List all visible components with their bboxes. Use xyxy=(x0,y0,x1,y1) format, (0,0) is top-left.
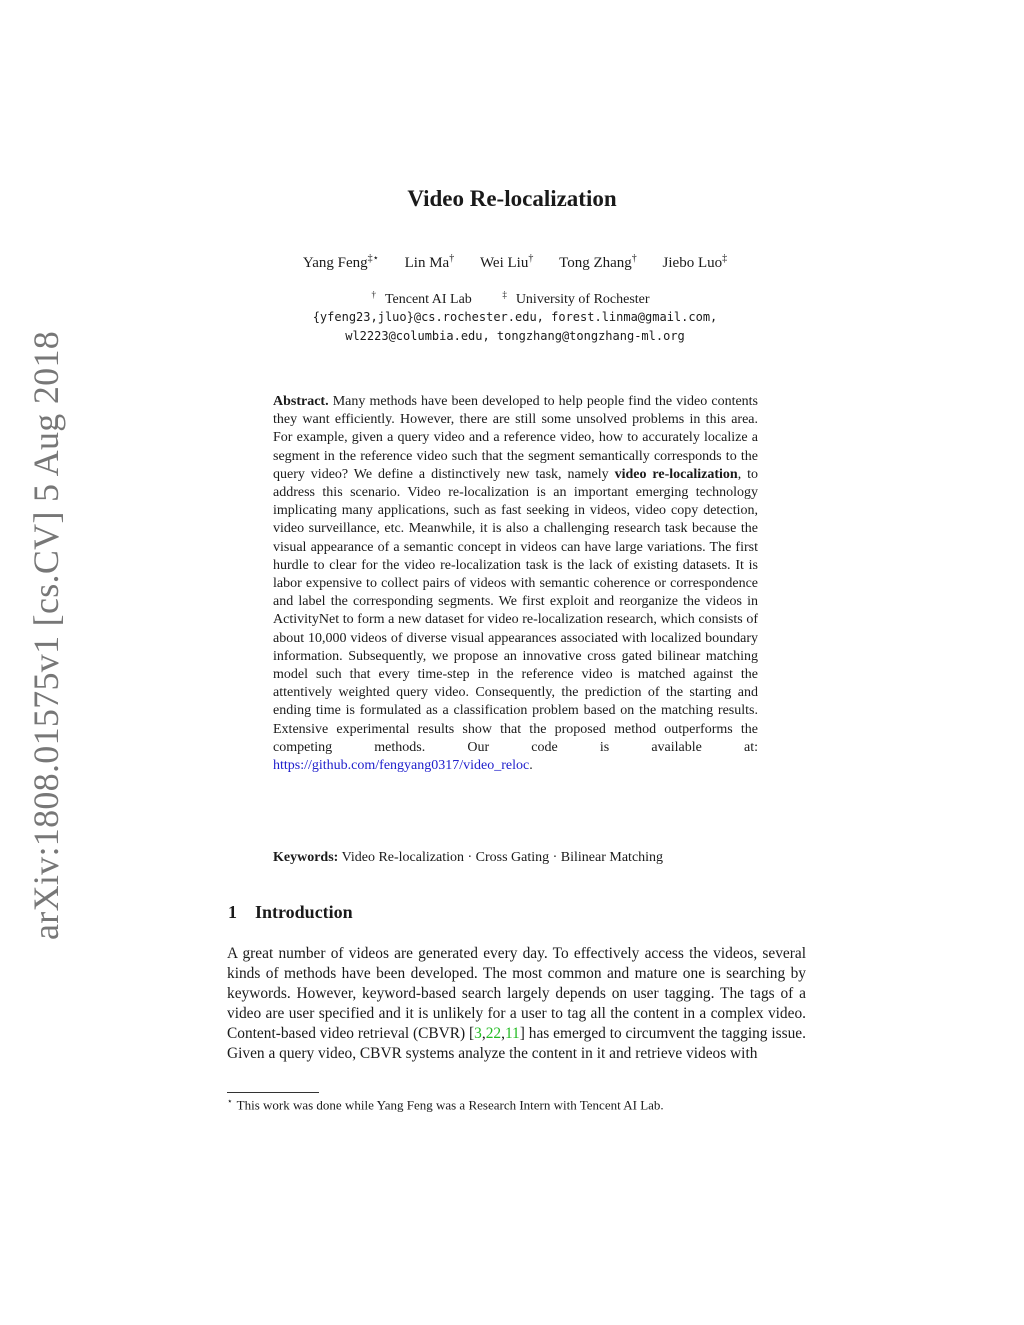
section-number: 1 xyxy=(228,902,237,922)
abstract-text: Many methods have been developed to help people find the video contents they want efficiently. However, there are still some unsolved problems in this area. For example, given a query video and a reference video, how to accurately localize a segment in the reference video such that the segment semantically corresponds to the query video? We define a distinctively new task, namely xyxy=(273,394,759,482)
footnote-text: This work was done while Yang Feng was a Research Intern with Tencent AI Lab. xyxy=(236,1097,664,1113)
author-mark: † xyxy=(449,253,455,264)
footnote-divider xyxy=(227,1092,319,1093)
affiliation-mark: ‡ xyxy=(502,289,507,299)
abstract-label: Abstract. xyxy=(273,394,329,409)
author-name: Lin Ma xyxy=(404,255,450,271)
citation-link[interactable]: 11 xyxy=(504,1025,520,1042)
citation-link[interactable]: 22 xyxy=(485,1025,502,1042)
affiliation xyxy=(502,289,658,307)
affiliation-list xyxy=(0,289,1024,308)
abstract-end: . xyxy=(529,758,533,774)
introduction-paragraph: A great number of videos are generated every day. To effectively access the videos, several kinds of methods have been developed. The most common and mature one is searching by keywords. However, keyword-based search largely depends on user tagging. The tags of a video are user specified and it is unlikely for a user to tag all the content in a complex video. Content-based video retrieval (CBVR) [3,22,11] has emerged to circumvent the tagging issue. Given a query video, CBVR systems analyze the content in it and retrieve videos with xyxy=(227,945,806,1062)
footnote xyxy=(227,1096,827,1113)
intro-text: A great number of videos are generated every day. To effectively access the videos, several kinds of methods have been developed. The most common and mature one is searching by keywords. However, keyword-based search largely depends on user tagging. The tags of a video are user specified and it is unlikely for a user to tag all the content in a complex video. Content-based video retrieval (CBVR) [ xyxy=(227,945,806,1042)
author-name: Jiebo Luo xyxy=(662,255,723,271)
abstract-text-continued: , to address this scenario. Video re-localization is an important emerging technology implicating many applications, such as fast seeking in videos, video copy detection, video surveillance, etc. Meanwhile, it is also a challenging research task because the visual appearance of a semantic concept in videos can have large variations. The first hurdle to clear for the video re-localization task is the lack of existing datasets. It is labor expensive to collect pairs of videos with semantic coherence or correspondence and label the corresponding segments. We first exploit and reorganize the videos in ActivityNet to form a new dataset for video re-localization research, which consists of about 10,000 videos of diverse visual appearances associated with localized boundary information. Subsequently, we propose an innovative cross gated bilinear matching model such that every time-step in the reference video is matched against the attentively weighted query video. Consequently, the prediction of the starting and ending time is formulated as a classification problem based on the matching results. Extensive experimental results show that the proposed method outperforms the competing methods. Our code is available at: xyxy=(273,466,759,755)
author-mark: ‡ xyxy=(722,253,728,264)
author-name: Tong Zhang xyxy=(559,255,632,271)
section-heading xyxy=(228,902,353,923)
author-list xyxy=(0,253,1024,272)
section-title: Introduction xyxy=(255,902,353,922)
author xyxy=(559,255,637,271)
footnote-mark: ⋆ xyxy=(227,1096,233,1106)
author-mark: ‡⋆ xyxy=(367,253,379,264)
citation-link[interactable]: 3 xyxy=(474,1025,482,1042)
author xyxy=(303,255,379,271)
author xyxy=(663,255,728,271)
affiliation xyxy=(371,289,480,307)
author xyxy=(405,255,455,271)
author xyxy=(480,255,533,271)
paper-title: Video Re-localization xyxy=(407,186,617,211)
keywords xyxy=(273,850,758,866)
code-repository-link[interactable]: https://github.com/fengyang0317/video_reloc xyxy=(273,758,530,774)
author-mark: † xyxy=(528,253,534,264)
abstract-emphasis: video re-localization xyxy=(614,466,738,482)
keywords-text: Video Re-localization · Cross Gating · Bilinear Matching xyxy=(341,850,664,865)
email-line-1: {yfeng23,jluo}@cs.rochester.edu, forest.linma@gmail.com, xyxy=(312,310,718,324)
intro-text-continued: ] has emerged to circumvent the tagging issue. Given a query video, CBVR systems analyze the content in it and retrieve videos with xyxy=(227,1025,806,1062)
author-mark: † xyxy=(631,253,637,264)
author-name: Yang Feng xyxy=(302,255,368,271)
author-name: Wei Liu xyxy=(479,255,529,271)
affiliation-name: University of Rochester xyxy=(515,291,650,307)
arxiv-identifier: arXiv:1808.01575v1 [cs.CV] 5 Aug 2018 xyxy=(26,330,66,940)
keywords-label: Keywords: xyxy=(273,850,339,865)
affiliation-name: Tencent AI Lab xyxy=(384,291,472,307)
email-line-2: wl2223@columbia.edu, tongzhang@tongzhang-ml.org xyxy=(345,329,685,343)
abstract xyxy=(273,393,758,775)
affiliation-mark: † xyxy=(371,289,376,299)
